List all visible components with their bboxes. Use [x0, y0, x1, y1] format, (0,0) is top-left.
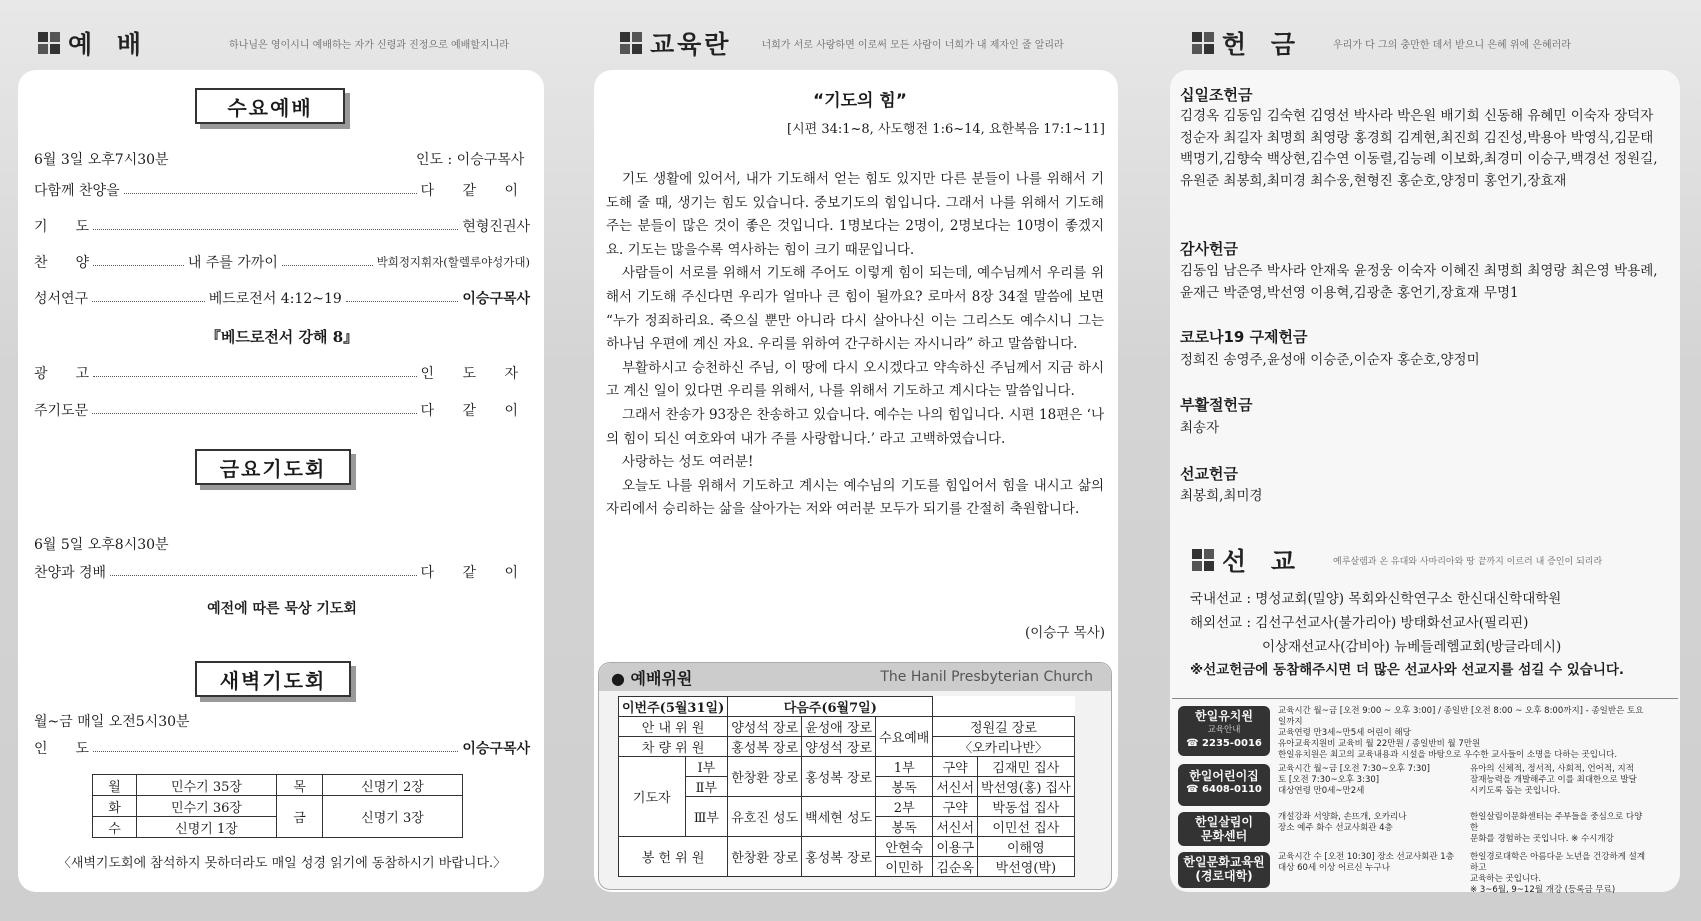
role-cell: 수요예배 — [876, 717, 933, 757]
name-cell: 양성석 장로 — [728, 717, 802, 737]
row-label: 광 고 — [34, 366, 90, 382]
detail-line: 토 [오전 7:30~오후 3:30] — [1278, 775, 1380, 785]
dot-leader — [124, 186, 417, 194]
row-label: 다함께 찬양을 — [34, 183, 120, 199]
sermon-signature: (이승구 목사) — [1024, 625, 1105, 641]
divider — [1172, 698, 1678, 699]
worship-workers-table — [618, 696, 1075, 877]
detail-line: 대상 60세 이상 어르신 누구나 — [1278, 863, 1390, 873]
senior-college-info — [1178, 852, 1650, 895]
name-cell: 이용구 — [933, 837, 978, 857]
offering-heading: 부활절헌금 — [1180, 396, 1253, 414]
grid-square-icon — [1192, 549, 1214, 571]
name-cell: 안현숙 — [876, 837, 933, 857]
grid-square-icon — [1192, 32, 1214, 54]
offering-names: 김경옥 김동임 김숙현 김영선 박사라 박은원 배기희 신동해 유혜민 이숙자 장덕자 정순자 최길자 최명희 최영랑 홍경희 김계현,최진희 김진성,박용아 박영식,김문태 백명기,김향숙 백상현,김수연 이동렬,김능례 이보화,최경미 이승구,백경선 정원길,유원준 최봉희,최미경 최수웅,현형진 홍순호,양정미 홍언기,장효재 — [1180, 108, 1658, 189]
dawn-reading-table — [92, 774, 463, 838]
institution-name: 한일유치원 — [1195, 709, 1253, 723]
role-cell: 차 량 위 원 — [619, 737, 728, 757]
institution-details — [1278, 812, 1650, 846]
row-label: 성서연구 — [34, 291, 89, 307]
institution-name: 문화센터 — [1200, 829, 1248, 843]
row-middle: 베드로전서 4:12~19 — [208, 291, 342, 307]
sermon-paragraph: 부활하시고 승천하신 주님, 이 땅에 다시 오시겠다고 약속하신 주님께서 지금 하시고 계신 일이 있다면 우리를 위해서, 나를 위해서 기도하고 계시다는 말씀입니다. — [606, 359, 1104, 400]
mission-subtitle: 예루살렘과 온 유대와 사마리아와 땅 끝까지 이르러 내 증인이 되리라 — [1333, 556, 1603, 567]
row-label: 찬양과 경배 — [34, 565, 107, 581]
offering-heading: 선교헌금 — [1180, 465, 1238, 483]
name-cell: 양성석 장로 — [802, 737, 876, 757]
program-row — [34, 287, 530, 309]
friday-date: 6월 5일 오후8시30분 — [34, 537, 169, 553]
phone-number: ☎ 2235-0016 — [1186, 738, 1262, 749]
offering-title: 헌 금 — [1222, 30, 1304, 59]
detail-line: ※ 3~6월, 9~12월 개강 (등록금 무료) — [1470, 885, 1616, 895]
offering-heading: 십일조헌금 — [1180, 86, 1253, 104]
detail-line: 잠재능력을 개발해주고 이를 최대한으로 발달 — [1470, 775, 1637, 785]
program-row — [34, 215, 530, 237]
detail-line: 유아교육지원비 교육비 월 22만원 / 종일반비 월 7만원 — [1278, 739, 1481, 749]
row-label: 주기도문 — [34, 403, 89, 419]
reading-cell: 신명기 2장 — [323, 775, 463, 796]
detail-line: 시키도록 돕는 곳입니다. — [1470, 786, 1561, 796]
part-cell: Ⅰ부 — [685, 757, 728, 777]
program-row — [34, 561, 530, 583]
sermon-column-title: “기도의 힘” — [813, 91, 907, 111]
name-cell: 박선영(박) — [978, 857, 1075, 877]
institution-details — [1278, 852, 1650, 895]
detail-line: 교육시간 월~금 [오전 9:00 ~ 오후 3:00] / 종일반 [오전 8:00 ~ 오후 8:00까지] - 종일반은 토요일까지 — [1278, 706, 1644, 727]
reading-cell: 민수기 35장 — [137, 775, 277, 796]
offering-heading: 감사헌금 — [1180, 240, 1238, 258]
dot-leader — [92, 294, 205, 302]
overseas-mission: 해외선교 : 김선구선교사(불가리아) 방태화선교사(필리핀) — [1190, 615, 1529, 631]
program-row — [34, 362, 530, 384]
next-week-header: 다음주(6월7일) — [728, 697, 933, 717]
role-cell: 기도자 — [619, 757, 686, 837]
detail-line: 개설강좌 서양화, 손뜨개, 오카리나 — [1278, 812, 1407, 822]
offering-names: 김동임 남은주 박사라 안재욱 윤정웅 이숙자 이혜진 최명희 최영랑 최은영 박용례,윤재근 박준영,박선영 이용혁,김광춘 홍언기,장효재 무명1 — [1180, 263, 1658, 301]
role-cell: 안 내 위 원 — [619, 717, 728, 737]
day-cell: 화 — [93, 796, 137, 817]
dawn-footnote: 〈새벽기도회에 참석하지 못하더라도 매일 성경 읽기에 동참하시기 바랍니다.〉 — [57, 856, 507, 871]
row-value: 이승구목사 — [462, 291, 531, 307]
part-cell: 1부 — [876, 757, 933, 777]
reading-type-cell: 구약 — [933, 757, 978, 777]
detail-line: 대상연령 만0세~만2세 — [1278, 786, 1365, 796]
education-subtitle: 너희가 서로 사랑하면 이로써 모든 사람이 너희가 내 제자인 줄 알리라 — [761, 39, 1064, 51]
offering-subtitle: 우리가 다 그의 충만한 데서 받으니 은혜 위에 은혜러라 — [1333, 39, 1571, 51]
detail-line: 문화를 경험하는 곳입니다. ※ 수시개강 — [1470, 834, 1614, 844]
row-value: 다 같 이 — [420, 183, 530, 199]
dot-leader — [346, 294, 459, 302]
church-name: The Hanil Presbyterian Church — [880, 669, 1093, 685]
wednesday-date: 6월 3일 오후7시30분 — [34, 152, 169, 168]
daycare-badge — [1178, 764, 1270, 806]
institution-sub: 교육안내 — [1207, 725, 1241, 735]
row-value: 인 도 자 — [420, 366, 530, 382]
institution-name: (경로대학) — [1195, 869, 1253, 883]
daycare-info — [1178, 764, 1650, 806]
this-week-header: 이번주(5월31일) — [619, 697, 728, 717]
culture-center-badge — [1178, 812, 1270, 846]
part-cell: 2부 — [876, 797, 933, 817]
sermon-body — [606, 168, 1104, 522]
name-cell: 한창환 장로 — [728, 757, 802, 797]
wednesday-title: 수요예배 — [195, 88, 345, 124]
institution-details — [1278, 706, 1650, 760]
detail-line: 교육연령 만3세~만5세 어린이 해당 — [1278, 728, 1411, 738]
name-cell: 김순옥 — [933, 857, 978, 877]
kindergarten-badge — [1178, 706, 1270, 756]
row-middle: 내 주를 가까이 — [187, 255, 278, 271]
senior-college-badge — [1178, 852, 1270, 888]
workers-title: ● 예배위원 — [611, 668, 693, 688]
dot-leader — [93, 222, 458, 230]
domestic-mission: 국내선교 : 명성교회(밀양) 목회와신학연구소 한신대신학대학원 — [1190, 591, 1562, 607]
detail-line: 장소 예주 화수 선교사회관 4층 — [1278, 823, 1393, 833]
kindergarten-info — [1178, 706, 1650, 760]
reading-cell: 신명기 3장 — [323, 796, 463, 838]
part-cell: Ⅱ부 — [685, 777, 728, 797]
institution-name: 한일어린이집 — [1189, 769, 1259, 783]
overseas-mission-2: 이상재선교사(감비아) 뉴베들레헴교회(방글라데시) — [1262, 639, 1562, 655]
dawn-title: 새벽기도회 — [195, 661, 351, 697]
worship-workers-header — [599, 663, 1111, 691]
row-value: 다 같 이 — [420, 565, 530, 581]
offering-names: 최봉희,최미경 — [1180, 488, 1263, 504]
dot-leader — [110, 568, 416, 576]
detail-line: 한일살림이문화센터는 주부들을 중심으로 다양한 — [1470, 812, 1643, 833]
program-row — [34, 737, 530, 759]
worship-title: 예 배 — [68, 30, 150, 59]
culture-center-info — [1178, 812, 1650, 846]
worship-subtitle: 하나님은 영이시니 예배하는 자가 신령과 진정으로 예배할지니라 — [229, 39, 509, 51]
row-value: 박희정지휘자(할렐루야성가대) — [376, 255, 530, 269]
name-cell: 이민선 집사 — [978, 817, 1075, 837]
dot-leader — [282, 258, 373, 266]
institution-name: 한일문화교육원 — [1183, 855, 1265, 869]
offering-names: 정희진 송영주,윤성애 이승준,이순자 홍순호,양정미 — [1180, 352, 1480, 368]
detail-line: 교육시간 월~금 [오전 7:30~오후 7:30] — [1278, 764, 1430, 774]
friday-note: 예전에 따른 묵상 기도회 — [207, 601, 357, 617]
program-row — [34, 179, 530, 201]
scripture-reference: [시편 34:1~8, 사도행전 1:6~14, 요한복음 17:1~11] — [787, 122, 1105, 137]
program-row — [34, 399, 530, 421]
offering-heading: 코로나19 구제헌금 — [1180, 328, 1308, 346]
role-cell: 봉 헌 위 원 — [619, 837, 728, 877]
row-label: 기 도 — [34, 219, 90, 235]
dot-leader — [93, 369, 416, 377]
detail-line: 한일경로대학은 아름다운 노년을 건강하게 설계하고 — [1470, 852, 1646, 873]
institution-name: 한일살림이 — [1195, 815, 1253, 829]
detail-line: 교육하는 곳입니다. — [1470, 874, 1542, 884]
name-cell: 정원길 장로 — [933, 717, 1074, 737]
offering-header — [1192, 26, 1571, 60]
name-cell: 김재민 집사 — [978, 757, 1075, 777]
row-value: 다 같 이 — [420, 403, 530, 419]
detail-line: 교육시간 수 [오전 10:30] 장소 선교사회관 1층 — [1278, 852, 1454, 862]
name-cell: 홍성복 장로 — [802, 837, 876, 877]
day-cell: 금 — [277, 796, 323, 838]
mission-header — [1192, 543, 1602, 577]
day-cell: 목 — [277, 775, 323, 796]
reading-type-cell: 구약 — [933, 797, 978, 817]
detail-line: 한일유치원은 최고의 교육내용과 시설을 바탕으로 우수한 교사들이 소명을 다하는 곳입니다. — [1278, 750, 1618, 760]
wednesday-leader: 인도 : 이승구목사 — [416, 152, 525, 168]
name-cell: 〈오카리나반〉 — [933, 737, 1074, 757]
dot-leader — [93, 258, 184, 266]
detail-line: 유아의 신체적, 정서적, 사회적, 언어적, 지적 — [1470, 764, 1634, 774]
dot-leader — [92, 406, 416, 414]
reading-cell: 민수기 36장 — [137, 796, 277, 817]
name-cell: 윤성애 장로 — [802, 717, 876, 737]
reading-type-cell: 서신서 — [933, 817, 978, 837]
institution-details — [1278, 764, 1650, 806]
grid-square-icon — [38, 32, 60, 54]
education-title: 교육란 — [650, 30, 732, 59]
reading-type-cell: 서신서 — [933, 777, 978, 797]
mission-note: ※선교헌금에 동참해주시면 더 많은 선교사와 선교지를 섬길 수 있습니다. — [1190, 662, 1625, 678]
mission-title: 선 교 — [1222, 547, 1304, 576]
day-cell: 수 — [93, 817, 137, 838]
name-cell: 홍성복 장로 — [802, 757, 876, 797]
education-header — [620, 26, 1064, 60]
name-cell: 이해영 — [978, 837, 1075, 857]
sermon-paragraph: 기도 생활에 있어서, 내가 기도해서 얻는 힘도 있지만 다른 분들이 나를 위해서 기도해 줄 때, 생기는 힘도 있습니다. 중보기도의 힘입니다. 그래서 나를 위해서 기도해 주는 분들이 많은 것이 좋은 것입니다. 1명보다는 2명이, 2명보다는 10명이 좋겠지요. 기도는 많을수록 역사하는 힘이 크기 때문입니다. — [606, 171, 1104, 258]
part-cell: 봉독 — [876, 777, 933, 797]
row-value: 현형진권사 — [462, 219, 530, 235]
name-cell: 한창환 장로 — [728, 837, 802, 877]
day-cell: 월 — [93, 775, 137, 796]
sermon-paragraph: 그래서 찬송가 93장은 찬송하고 있습니다. 예수는 나의 힘입니다. 시편 18편은 ‘나의 힘이 되신 여호와여 내가 주를 사랑합니다.’ 라고 고백하였습니다. — [606, 406, 1104, 447]
part-cell: 봉독 — [876, 817, 933, 837]
name-cell: 박선영(홍) 집사 — [978, 777, 1075, 797]
name-cell: 유호진 성도 — [728, 797, 802, 837]
offering-names: 최송자 — [1180, 420, 1220, 436]
dawn-time: 월~금 매일 오전5시30분 — [34, 714, 190, 730]
phone-number: ☎ 6408-0110 — [1186, 784, 1262, 795]
grid-square-icon — [620, 32, 642, 54]
sermon-paragraph: 오늘도 나를 위해서 기도하고 계시는 예수님의 기도를 힘입어서 힘을 내시고 삶의 자리에서 승리하는 삶을 살아가는 저와 여러분 모두가 되기를 간절히 축원합니다. — [606, 477, 1104, 518]
program-row — [34, 251, 530, 273]
name-cell: 백세현 성도 — [802, 797, 876, 837]
sermon-title: 『베드로전서 강해 8』 — [205, 328, 359, 346]
reading-cell: 신명기 1장 — [137, 817, 277, 838]
row-label: 찬 양 — [34, 255, 90, 271]
name-cell: 이민하 — [876, 857, 933, 877]
name-cell: 홍성복 장로 — [728, 737, 802, 757]
part-cell: Ⅲ부 — [685, 797, 728, 837]
worship-header — [38, 26, 509, 60]
row-value: 이승구목사 — [462, 741, 530, 757]
row-label: 인 도 — [34, 741, 90, 757]
sermon-paragraph: 사랑하는 성도 여러분! — [622, 454, 754, 471]
name-cell: 박동섭 집사 — [978, 797, 1075, 817]
sermon-paragraph: 사람들이 서로를 위해서 기도해 주어도 이렇게 힘이 되는데, 예수님께서 우리를 위해서 기도해 주신다면 우리가 얼마나 큰 힘이 될까요? 로마서 8장 34절 말씀에 보면 “누가 정죄하리요. 죽으실 뿐만 아니라 다시 살아나신 이는 그리스도 예수시니 그는 하나님 우편에 계신 자요. 우리를 위하여 간구하시는 자시니라” 하고 말씀합니다. — [606, 265, 1104, 353]
friday-title: 금요기도회 — [195, 449, 351, 485]
dot-leader — [93, 744, 458, 752]
